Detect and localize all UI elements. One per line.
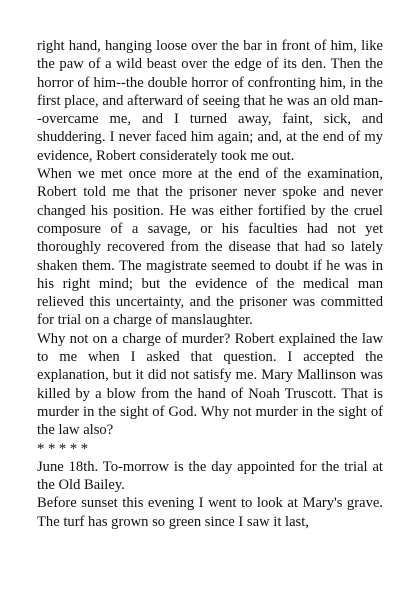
page-text: [37, 37, 383, 531]
paragraph: Why not on a charge of murder? Robert explained the law to me when I asked that question. I accepted the explanation, but it did not satisfy me. Mary Mallinson was killed by a blow from the hand of Noah Truscott. That is murder in the sight of God. Why not murder in the sight of the law also?: [37, 330, 383, 439]
paragraph: right hand, hanging loose over the bar in front of him, like the paw of a wild beast over the edge of its den. Then the horror of him--the double horror of confronting him, in the first place, and afterward of seeing that he was an old man--overcame me, and I turned away, faint, sick, and shuddering. I never faced him again; and, at the end of my evidence, Robert considerately took me out.: [37, 38, 383, 164]
paragraph: When we met once more at the end of the examination, Robert told me that the prisoner never spoke and never changed his position. He was either fortified by the cruel composure of a savage, or his faculties had not yet thoroughly recovered from the disease that had so lately shaken them. The magistrate seemed to doubt if he was in his right mind; but the evidence of the medical man relieved this uncertainty, and the prisoner was committed for trial on a charge of manslaughter.: [37, 166, 383, 329]
paragraph: Before sunset this evening I went to look at Mary's grave. The turf has grown so green since I saw it last,: [37, 495, 383, 530]
section-separator: * * * * *: [37, 440, 89, 457]
paragraph: June 18th. To-morrow is the day appointed for the trial at the Old Bailey.: [37, 458, 383, 494]
